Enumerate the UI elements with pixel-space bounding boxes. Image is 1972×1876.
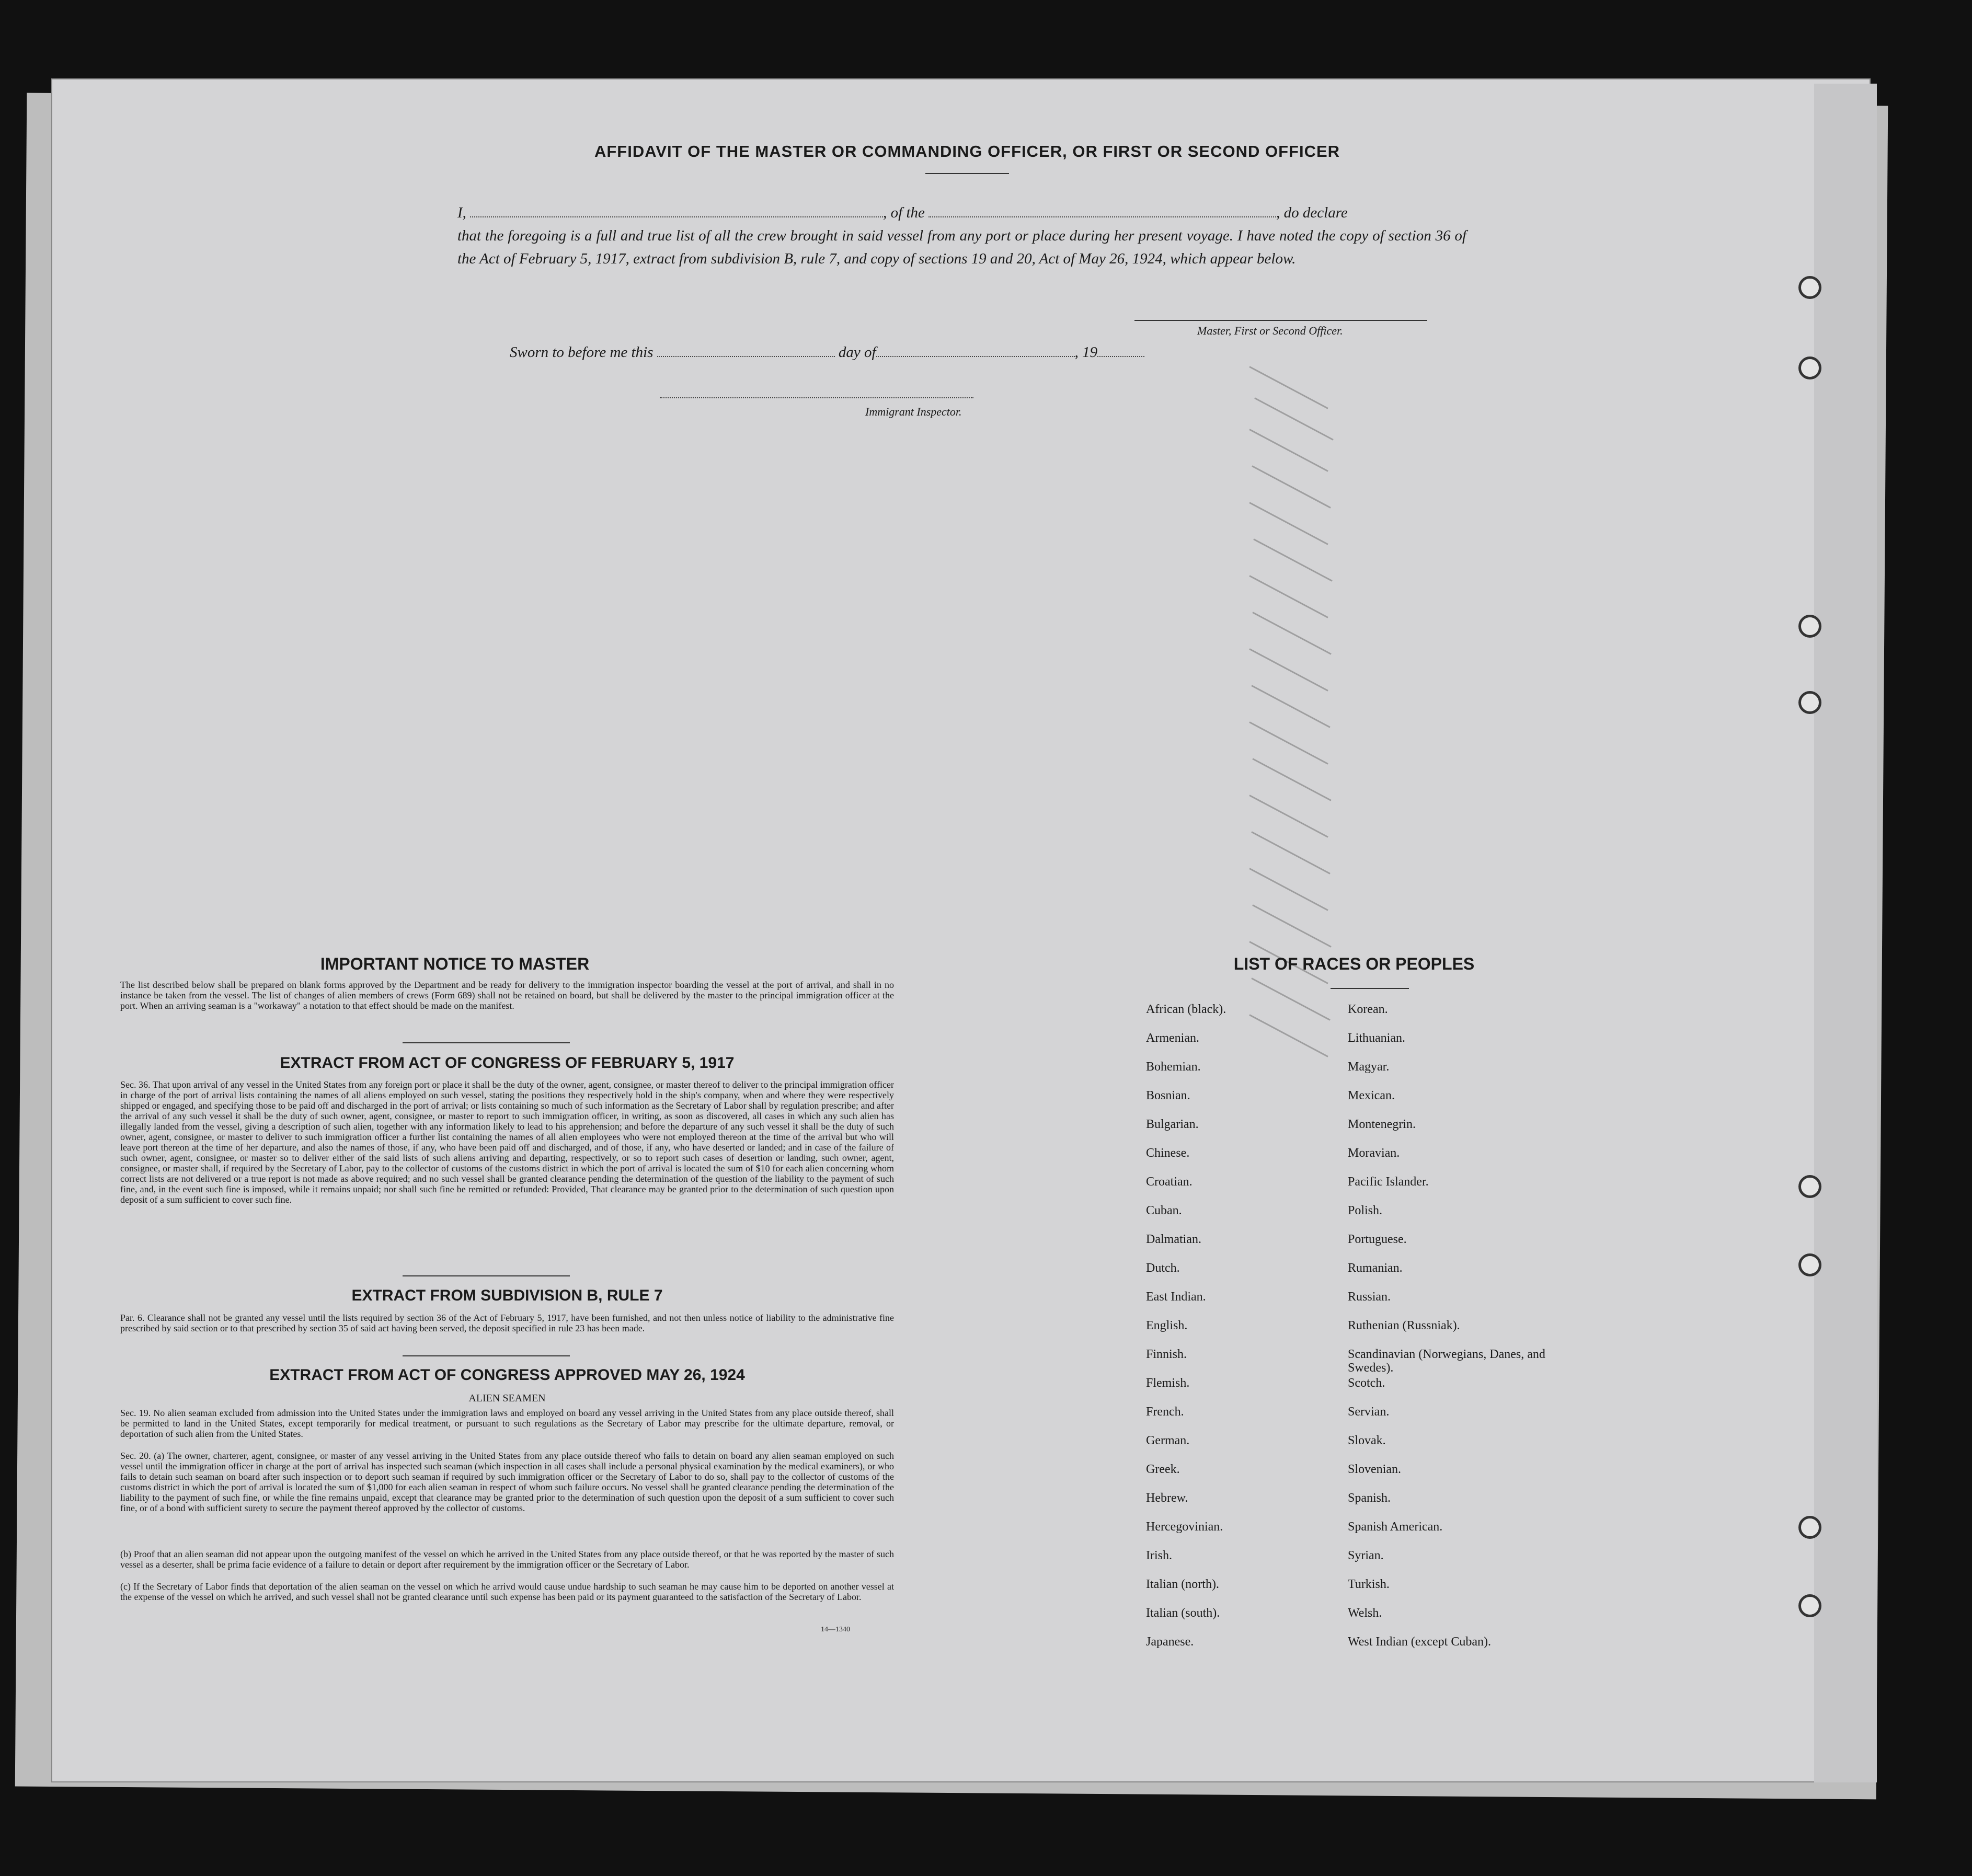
races-left-column xyxy=(1146,1003,1334,1664)
race-item: Bohemian. xyxy=(1146,1060,1201,1074)
race-item: Hercegovinian. xyxy=(1146,1520,1223,1534)
sworn-month-field[interactable] xyxy=(876,342,1075,357)
race-item: Magyar. xyxy=(1348,1060,1390,1074)
race-item: Spanish. xyxy=(1348,1491,1391,1505)
race-item: Turkish. xyxy=(1348,1578,1390,1591)
race-item: Russian. xyxy=(1348,1290,1391,1304)
race-item: Slovak. xyxy=(1348,1434,1386,1447)
race-item: Portuguese. xyxy=(1348,1233,1407,1246)
section-20c-text: (c) If the Secretary of Labor finds that deportation of the alien seaman on the vessel on which he arrivd would cause undue hardship to such seaman he may cause him to be deported on another vessel at the expense of the vessel on which he arrived, and such vessel shall not be granted clearance until such expense has been paid or its payment guaranteed to the satisfaction of the Secretary of Labor. xyxy=(120,1581,894,1602)
sworn-day-field[interactable] xyxy=(657,342,835,357)
race-item: English. xyxy=(1146,1319,1188,1332)
binder-hole xyxy=(1798,1175,1821,1198)
race-item: Croatian. xyxy=(1146,1175,1193,1189)
affidavit-body xyxy=(457,201,1466,270)
extract-1917-text: Sec. 36. That upon arrival of any vessel in the United States from any foreign port or place it shall be the duty of the owner, agent, consignee, or master thereof to deliver to the principal immigration officer in charge of the port of arrival lists containing the names of all aliens employed on such vessel, stating the positions they respectively hold in the ship's company, when and where they were respectively shipped or engaged, and specifying those to be paid off and discharged in the port of arrival; or lists containing so much of such information as the Secretary of Labor shall by regulation prescribe; and after the arrival of any such vessel it shall be the duty of such owner, agent, consignee, or master to report to such immigration officer, in writing, as soon as discovered, all cases in which any such alien has illegally landed from the vessel, giving a description of such alien, together with any information likely to lead to his apprehension; and before the departure of any such vessel it shall be the duty of such owner, agent, consignee, or master to deliver to such immigration officer a further list containing the names of all alien employees who were not employed thereon at the time of the arrival but who will leave port thereon at the time of her departure, and also the names of those, if any, who have been paid off and discharged, and of those, if any, who have deserted or landed; and in case of the failure of such owner, agent, consignee, or master so to deliver either of the said lists of such aliens arriving and departing, respectively, or so to report such cases of desertion or landing, such owner, agent, consignee, or master shall, if required by the Secretary of Labor, pay to the collector of customs of the customs district in which the port of arrival is located the sum of $10 for each alien concerning whom correct lists are not delivered or a true report is not made as above required; and no such vessel shall be granted clearance pending the determination of the question of the liability to the payment of such fine, and, in the event such fine is imposed, while it remains unpaid; nor shall such fine be remitted or refunded: Provided, That clearance may be granted prior to the determination of such question upon deposit of a sum sufficient to cover such fine. xyxy=(120,1079,894,1205)
race-item: Montenegrin. xyxy=(1348,1118,1416,1131)
binder-hole xyxy=(1798,276,1821,299)
of-the-label: , of the xyxy=(883,204,925,221)
races-divider xyxy=(1331,988,1409,989)
race-item: Greek. xyxy=(1146,1463,1180,1476)
affidavit-text: that the foregoing is a full and true list of all the crew brought in said vessel from any port or place during her present voyage. I have noted the copy of section 36 of the Act of February 5, 1917, extract from subdivision B, rule 7, and copy of sections 19 and 20, Act of May 26, 1924, which appear below. xyxy=(457,227,1466,267)
binder-hole xyxy=(1798,356,1821,379)
notice-text: The list described below shall be prepared on blank forms approved by the Department and be ready for delivery to the immigration inspector boarding the vessel at the port of arrival, and shall in no instance be taken from the vessel. The list of changes of alien members of crews (Form 689) shall not be retained on board, but shall be delivered by the master to the principal immigration officer at the port. When an arriving seaman is a "workaway" a notation to that effect should be made on the manifest. xyxy=(120,980,894,1011)
race-item: Moravian. xyxy=(1348,1146,1400,1160)
section-20a-text: Sec. 20. (a) The owner, charterer, agent, consignee, or master of any vessel arriving in the United States from any place outside thereof who fails to detain on board any alien seaman employed on such vessel until the immigration officer in charge at the port of arrival has inspected such seaman (which inspection in all cases shall include a personal physical examination by the medical examiners), or who fails to detain such seaman on board after such inspection or to deport such seaman if required by such immigration officer or the Secretary of Labor to do so, shall pay to the collector of customs of the customs district in which the port of arrival is located the sum of $1,000 for each alien seaman in respect of whom such failure occurs. No vessel shall be granted clearance pending the determination of the liability to the payment of such fine, or while the fine remains unpaid, except that clearance may be granted prior to the determination of such question upon the deposit of a sum sufficient to cover such fine, or of a bond with sufficient surety to secure the payment thereof approved by the collector of customs. xyxy=(120,1451,894,1513)
race-item: Ruthenian (Russniak). xyxy=(1348,1319,1460,1332)
race-item: Flemish. xyxy=(1146,1376,1190,1390)
race-item: Chinese. xyxy=(1146,1146,1190,1160)
vessel-field[interactable] xyxy=(928,203,1276,217)
notice-title: IMPORTANT NOTICE TO MASTER xyxy=(320,954,590,973)
race-item: Italian (south). xyxy=(1146,1606,1220,1620)
race-item: Rumanian. xyxy=(1348,1261,1403,1275)
race-item: Armenian. xyxy=(1146,1031,1199,1045)
race-item: Cuban. xyxy=(1146,1204,1182,1217)
race-item: Scandinavian (Norwegians, Danes, and Swedes). xyxy=(1348,1348,1545,1375)
race-item: Finnish. xyxy=(1146,1348,1187,1361)
race-item: Dutch. xyxy=(1146,1261,1180,1275)
race-item: African (black). xyxy=(1146,1003,1226,1016)
race-item: Irish. xyxy=(1146,1549,1172,1562)
race-item: Pacific Islander. xyxy=(1348,1175,1429,1189)
race-item: Japanese. xyxy=(1146,1635,1194,1649)
rule7-text: Par. 6. Clearance shall not be granted any vessel until the lists required by section 36 of the Act of February 5, 1917, have been furnished, and not then unless notice of liability to the administrative fine prescribed by said section or to that prescribed by section 35 of said act having been served, the deposit specified in rule 23 has been made. xyxy=(120,1313,894,1333)
divider xyxy=(403,1275,570,1276)
race-item: West Indian (except Cuban). xyxy=(1348,1635,1491,1649)
i-label: I, xyxy=(457,204,466,221)
divider xyxy=(403,1042,570,1043)
race-item: Hebrew. xyxy=(1146,1491,1188,1505)
binder-hole xyxy=(1798,691,1821,714)
binder-hole xyxy=(1798,1253,1821,1276)
affidavit-title: AFFIDAVIT OF THE MASTER OR COMMANDING OFFICER, OR FIRST OR SECOND OFFICER xyxy=(594,142,1340,160)
sworn-line xyxy=(510,342,1144,361)
form-code: 14—1340 xyxy=(821,1626,850,1633)
document-page xyxy=(51,78,1871,1782)
alien-seamen-subtitle: ALIEN SEAMEN xyxy=(468,1392,546,1404)
signature-label: Master, First or Second Officer. xyxy=(1197,324,1343,337)
race-item: Welsh. xyxy=(1348,1606,1382,1620)
races-right-column xyxy=(1348,1003,1567,1664)
race-item: Servian. xyxy=(1348,1405,1390,1419)
extract-1924-title: EXTRACT FROM ACT OF CONGRESS APPROVED MAY 26, 1924 xyxy=(269,1366,745,1384)
race-item: Lithuanian. xyxy=(1348,1031,1405,1045)
year-label: , 19 xyxy=(1074,344,1098,361)
title-divider xyxy=(925,173,1009,174)
race-item: Scotch. xyxy=(1348,1376,1385,1390)
binder-hole xyxy=(1798,1594,1821,1617)
sworn-year-field[interactable] xyxy=(1097,342,1144,357)
inspector-signature-line[interactable] xyxy=(660,397,973,398)
day-of-label: day of xyxy=(838,344,876,361)
signature-line[interactable] xyxy=(1134,320,1427,321)
race-item: French. xyxy=(1146,1405,1184,1419)
section-19-text: Sec. 19. No alien seaman excluded from admission into the United States under the immigration laws and employed on board any vessel arriving in the United States from any place outside thereof, shall be permitted to land in the United States, except temporarily for medical treatment, or pursuant to such regulations as the Secretary of Labor may prescribe for the ultimate departure, removal, or deportation of such alien from the United States. xyxy=(120,1408,894,1439)
binder-hole xyxy=(1798,615,1821,638)
name-field[interactable] xyxy=(470,203,883,217)
rule7-title: EXTRACT FROM SUBDIVISION B, RULE 7 xyxy=(351,1287,663,1304)
race-item: Korean. xyxy=(1348,1003,1388,1016)
race-item: Bosnian. xyxy=(1146,1089,1190,1102)
page-edge-strip xyxy=(1814,84,1877,1782)
race-item: Polish. xyxy=(1348,1204,1383,1217)
race-item: Spanish American. xyxy=(1348,1520,1443,1534)
race-item: Slovenian. xyxy=(1348,1463,1401,1476)
race-item: Italian (north). xyxy=(1146,1578,1219,1591)
section-20b-text: (b) Proof that an alien seaman did not appear upon the outgoing manifest of the vessel on which he arrived in the United States from any place outside thereof, or that he was reported by the master of such vessel as a deserter, shall be prima facie evidence of a failure to detain or deport after requirement by the immigration officer or the Secretary of Labor. xyxy=(120,1549,894,1570)
race-item: Bulgarian. xyxy=(1146,1118,1199,1131)
race-item: Mexican. xyxy=(1348,1089,1395,1102)
binder-hole xyxy=(1798,1516,1821,1539)
inspector-label: Immigrant Inspector. xyxy=(865,405,962,418)
race-item: Dalmatian. xyxy=(1146,1233,1201,1246)
race-item: East Indian. xyxy=(1146,1290,1206,1304)
race-item: German. xyxy=(1146,1434,1190,1447)
sworn-label: Sworn to before me this xyxy=(510,344,653,361)
declaration-line xyxy=(457,201,1466,224)
divider xyxy=(403,1355,570,1356)
extract-1917-title: EXTRACT FROM ACT OF CONGRESS OF FEBRUARY 5, 1917 xyxy=(280,1054,735,1072)
races-title: LIST OF RACES OR PEOPLES xyxy=(1233,954,1475,973)
do-declare-label: , do declare xyxy=(1276,204,1348,221)
race-item: Syrian. xyxy=(1348,1549,1384,1562)
